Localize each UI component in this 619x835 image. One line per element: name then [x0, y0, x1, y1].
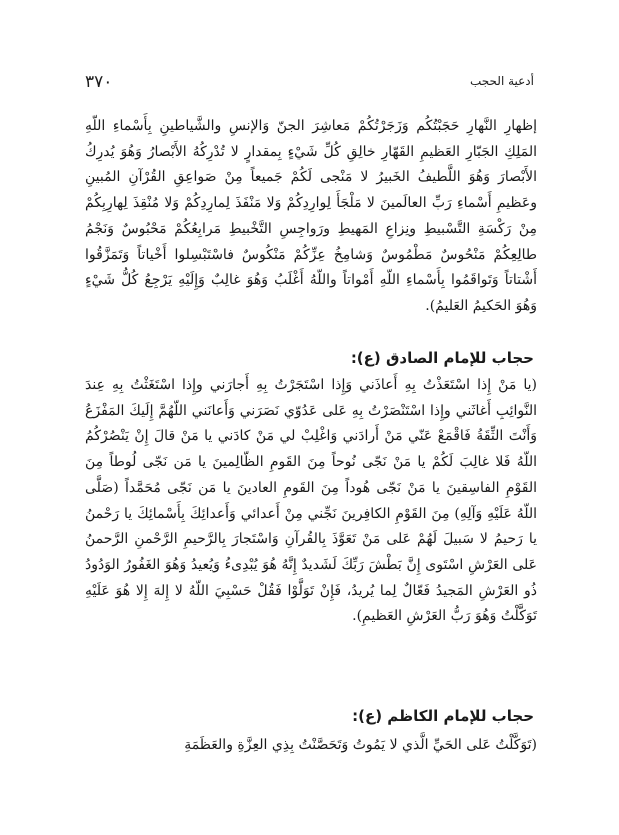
running-title: أدعية الحجب [470, 74, 534, 88]
page-number: ٣٧٠ [85, 72, 113, 92]
section-heading-sadiq: حجاب للإمام الصادق (ع): [350, 349, 534, 367]
opening-paragraph: إظهارِ النَّهارِ حَجَبْتُكُم وَزَجَرْتُكُمْ مَعاشِرَ الجنّ وَالإنسِ والشَّياطينِ بِأَسْماءِ اللّهِ المَلِكِ الجَبّارِ العَظيمِ القَهّارِ خالِقِ كُلِّ شَيْءٍ بِمقدارٍ لا تُدْرِكُهُ الأَبْصارُ وَهُوَ يُدرِكُ الأَبْصارَ وَهُوَ اللَّطيفُ الخَبيرُ لا مَنْجى لَكُمْ جَميعاً مِنْ صَواعِقِ القُرْآنِ المُبينِ وعَظيمِ أَسْماءِ رَبِّ العالَمينَ لا مَلْجَأَ لِوارِدِكُمْ وَلا مَنْفَذَ لِمارِدِكُمْ وَلا مُنْقِذَ لِهارِبِكُمْ مِنْ رَكْسَةِ التَّسْبيطِ ونِزاعِ المَهيطِ ورَواجِسِ التَّخْبيطِ مَرابِعُكُمْ مَحْبُوسٌ وَنَجْمُ طالِعِكُمْ مَنْحُوسٌ مَطْمُوسٌ وَشامِخُ عِزِّكُمْ مَنْكُوسٌ فاسْتَبْسِلوا أَخْياتاً وَتَمَزَّقُوا أَشْتاتاً وَتَواقَمُوا بِأَسْماءِ اللّهِ أَمْواتاً واللّهُ أَغْلَبُ وَهُوَ غالِبٌ وَإِلَيْهِ يَرْجِعُ كُلُّ شَيْءٍ وَهُوَ الحَكيمُ العَليمُ). [85, 118, 537, 314]
page-header [85, 72, 534, 94]
section-heading-kazim: حجاب للإمام الكاظم (ع): [352, 707, 534, 725]
kazim-prayer-paragraph: (تَوَكَّلْتُ عَلى الحَيِّ الَّذي لا يَمُوتُ وَتَحَصَّنْتُ بِذِي العِزَّةِ والعَظَمَةِ [184, 737, 537, 753]
sadiq-prayer-paragraph: (يا مَنْ إِذا اسْتَعَذْتُ بِهِ أَعاذَني وَإِذا اسْتَجَرْتُ بِهِ أَجارَني وإِذا اسْتَغَثْتُ بِهِ عِندَ النَّوائِبِ أَغاثَني وإِذا اسْتَنْصَرْتُ بِهِ عَلى عَدُوّي نَصَرَني وَأَعانَني اللّهُمَّ إِلَيكَ المَفْزَعُ وَأَنْتَ الثِّقَةُ فَاقْمَعْ عَنّي مَنْ أَرادَني وَاغْلِبْ لي مَنْ كادَني يا مَنْ قالَ إِنْ يَنْصُرْكُمُ اللّهُ فَلا غالِبَ لَكُمْ يا مَنْ نَجّى نُوحاً مِنَ القَومِ الظّالِمينَ يا مَن نَجّى لُوطاً مِنَ القَوْمِ الفاسِقينَ يا مَنْ نَجّى هُوداً مِنَ القَومِ العادينَ يا مَن نَجّى مُحَمَّداً (صَلَّى اللّهُ عَلَيْهِ وَآلِهِ) مِنَ القَوْمِ الكافِرينَ نَجِّني مِنْ أَعدائي وَأَعدائِكَ بِأَسْمائِكَ يا رَحْمنُ يا رَحيمُ لا سَبيلَ لَهُمْ عَلى مَنْ تَعَوَّذَ بِالقُرآنِ وَاسْتَجارَ بِالرَّحيمِ الرَّحْمنِ الرَّحمنُ عَلى العَرْشِ اسْتَوى إِنَّ بَطْشَ رَبِّكَ لَشَديدٌ إِنَّهُ هُوَ يُبْدِىءُ وَيُعيدُ وَهُوَ الغَفُورُ الوَدُودُ ذُو العَرْشِ المَجيدُ فَعّالٌ لِما يُريدُ، فَإِنْ تَوَلَّوْا فَقُلْ حَسْبِيَ اللّهُ لا إِلهَ إِلا هُوَ عَلَيْهِ تَوَكَّلْتُ وَهُوَ رَبُّ العَرْشِ العَظيمِ). [85, 377, 537, 625]
